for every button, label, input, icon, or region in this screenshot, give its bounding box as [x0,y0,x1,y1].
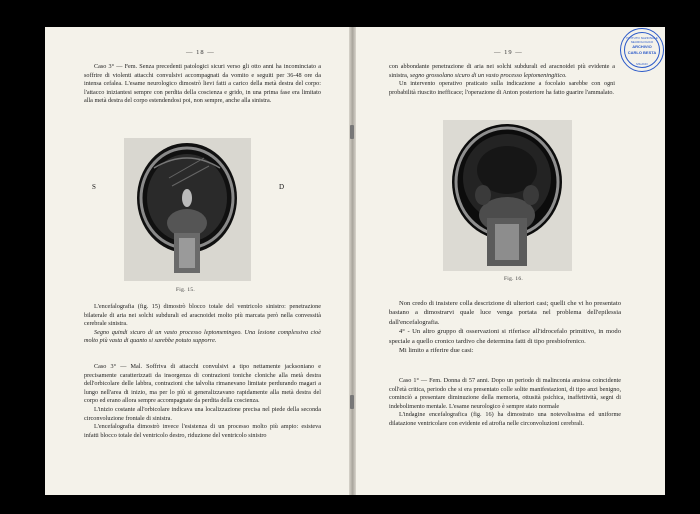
book-gutter [349,27,356,495]
skull-xray-frontal-image [443,120,572,271]
staple [350,125,354,139]
figure-16-caption: Fig. 16. [504,276,524,282]
paragraph: L'indagine encefalografica (fig. 16) ha dimostrato una notevolissima ed uniforme dilatazione ventricolare con evidente ed atrofia nelle circonvoluzioni cerebrali. [389,411,621,427]
italic-text: segno grossolano sicuro di un vasto processo leptomeningitico. [409,71,567,79]
library-stamp [620,28,664,72]
figure-16-xray [443,120,572,271]
figure-15-caption: Fig. 15. [176,287,196,293]
paragraph: L'encefalografia (fig. 15) dimostrò blocco totale del ventricolo sinistro: penetrazione bilaterale di aria nei solchi subdurali ed aracnoidei molto più marcata però nella convessità cerebrale sinistra. [84,303,321,328]
italic-paragraph: Segno quindi sicuro di un vasto processo leptomeningeo. Una lesione complessiva cioè molto più vasta di quanto si sarebbe potuto supporre. [84,328,321,345]
paragraph: Mi limito a riferire due casi: [399,347,474,355]
paragraph: 4° - Un altro gruppo di osservazioni si riferisce all'idrocefalo primitivo, in modo speciale a quello cronico tardivo che determina fatti di tipo presbiofrenico. [389,328,621,345]
side-label-left: S [92,183,96,191]
stamp-text: ARCHIVIO [632,44,652,49]
paragraph: L'encefalografia dimostrò invece l'esistenza di un processo molto più ampio: esisteva infatti blocco totale del ventricolo destro, riduzione del ventricolo sinistro [84,423,321,439]
side-label-right: D [279,183,285,191]
case-3-female-paragraph [84,63,321,106]
paragraph [389,63,615,80]
paragraph: Caso 3° — Mal. Soffriva di attacchi convulsivi a tipo nettamente jacksoniano e precisamente caratterizzati da insorgenza di contrazioni toniche cloniche alla metà destra dell'orbicolare delle labbra, contrazioni che talvolta rimanevano limitate perdurando magari a lungo nell'area di inizio, ma per lo più si generalizzavano rapidamente alla metà destra del corpo ed erano allora sempre accompagnate da perdita della coscienza. [84,363,321,405]
conclusion-paragraphs [389,299,621,355]
paragraph: Un intervento operativo praticato sulla indicazione a focolaio sarebbe con ogni probabilità riuscito inefficace; l'operazione di Anton posteriore ha fatto guarire l'ammalato. [389,80,615,96]
case-3-male-paragraph [84,363,321,440]
stamp-text: MILANO [636,62,648,66]
paragraph: L'inizio costante all'orbicolare indicava una localizzazione precisa nel piede della seconda circonvoluzione frontale di sinistra. [84,405,321,422]
figure-15-xray [124,138,251,281]
stamp-text: ISTITUTO NAZIONALE NEUROLOGICO [626,36,658,44]
paragraph-text: con abbondante penetrazione di aria nei solchi subdurali ed aracnoidei più evidente a sinistra, [389,63,615,79]
paragraph: Caso 1° — Fem. Donna di 57 anni. Dopo un periodo di malinconia ansiosa coincidente coll'età critica, periodo che si era presentato colle solite manifestazioni, di tipo anzi benigno, cominciò a presentare diminuzione della memoria, ottusità psichica, inaffettività, segni di indebolimento mentale. L'esame neurologico è sempre stato normale [389,377,621,410]
stamp-text: CARLO BESTA [627,50,657,55]
case-1-female-paragraph [389,377,621,429]
page-number-right: — 19 — [494,49,523,56]
staple [350,395,354,409]
paragraph: Non credo di insistere colla descrizione di ulteriori casi; quelli che vi ho presentato bastano a dimostrarvi quale luce venga portata nel problema dell'epilessia dall'encefalografia. [389,300,621,326]
case-continuation-paragraph [389,63,615,97]
figure-15-discussion [84,303,321,346]
skull-xray-frontal-image [124,138,251,281]
page-number-left: — 18 — [186,49,215,56]
paragraph: Caso 3° — Fem. Senza precedenti patologici sicuri verso gli otto anni ha incominciato a soffrire di violenti attacchi convulsivi accompagnati da vomito e seguiti per 36-48 ore da intensa cefalea. L'esame neurologico dimostrò lievi fatti a carico della metà destra del corpo: l'attacco iniziantesi sempre con perdita della coscienza e grido, in una prima fase era limitato alla metà destra del corpo estendendosi poi, non sempre, anche alla sinistra. [84,63,321,105]
